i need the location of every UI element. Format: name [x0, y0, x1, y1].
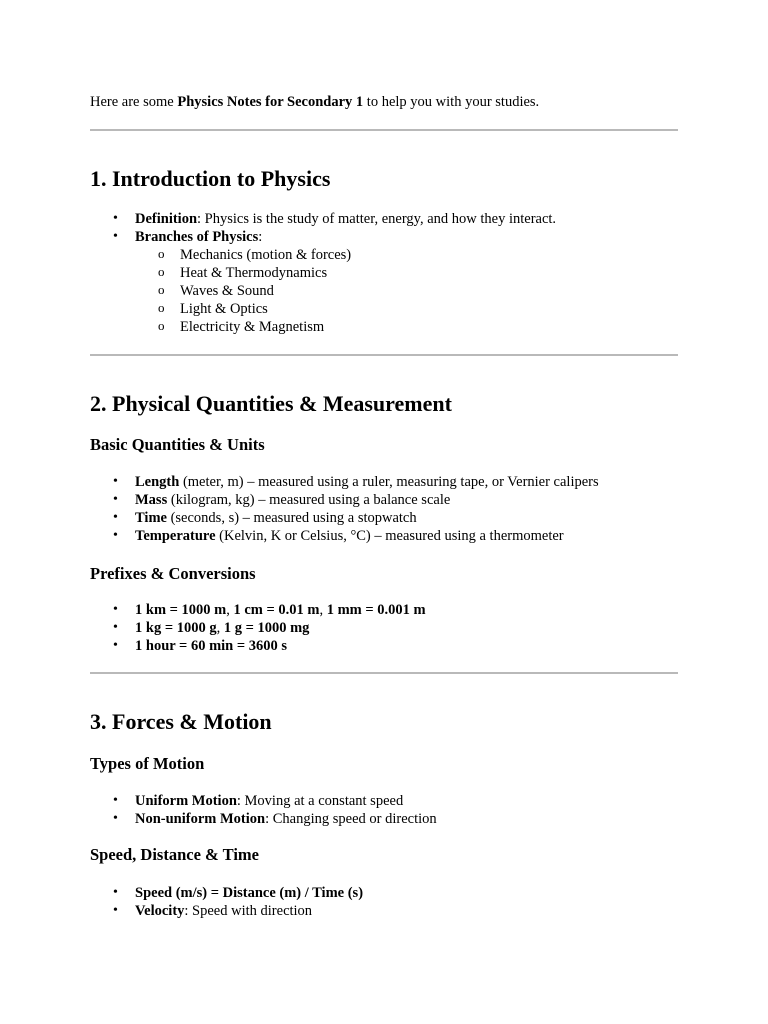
divider	[90, 354, 678, 356]
separator: ,	[226, 602, 234, 618]
subheading-basic-quantities: Basic Quantities & Units	[90, 435, 265, 454]
sub-list-item	[158, 246, 556, 264]
list-item	[113, 601, 426, 619]
conversion-text: 1 cm = 0.01 m	[233, 602, 320, 618]
types-of-motion-list	[113, 792, 437, 828]
item-label: Uniform Motion	[135, 793, 237, 809]
bullet-icon: •	[113, 211, 118, 226]
list-item	[113, 228, 556, 336]
item-label: Non-uniform Motion	[135, 811, 266, 827]
branch-text: Light & Optics	[180, 301, 268, 317]
subheading-speed-distance-time: Speed, Distance & Time	[90, 845, 259, 864]
branch-text: Mechanics (motion & forces)	[180, 247, 352, 263]
branch-text: Electricity & Magnetism	[180, 319, 325, 335]
branch-text: Waves & Sound	[180, 283, 274, 299]
speed-list	[113, 884, 364, 920]
list-item	[113, 509, 599, 527]
branches-list	[135, 246, 556, 336]
intro-paragraph	[90, 94, 539, 111]
separator: ,	[216, 620, 224, 636]
divider	[90, 672, 678, 674]
item-label: Time	[135, 510, 167, 526]
subheading-types-of-motion: Types of Motion	[90, 754, 205, 773]
item-label: Branches of Physics	[135, 229, 259, 245]
conversion-text: 1 mm = 0.001 m	[326, 602, 426, 618]
circle-bullet-icon: o	[158, 282, 165, 297]
speed-formula: Speed (m/s) = Distance (m) / Time (s)	[135, 885, 364, 901]
list-item	[113, 210, 557, 228]
circle-bullet-icon: o	[158, 300, 165, 315]
subheading-prefixes: Prefixes & Conversions	[90, 564, 256, 583]
list-item	[113, 792, 437, 810]
bullet-icon: •	[113, 811, 118, 826]
item-text: (Kelvin, K or Celsius, °C) – measured using a thermometer	[215, 528, 564, 544]
bullet-icon: •	[113, 474, 118, 489]
section-heading-forces: 3. Forces & Motion	[90, 709, 272, 734]
circle-bullet-icon: o	[158, 246, 165, 261]
bullet-icon: •	[113, 528, 118, 543]
bullet-icon: •	[113, 903, 118, 918]
item-text: : Moving at a constant speed	[236, 793, 404, 809]
item-text: (kilogram, kg) – measured using a balance scale	[167, 492, 451, 508]
conversion-text: 1 kg = 1000 g	[135, 620, 217, 636]
divider	[90, 129, 678, 131]
intro-suffix: to help you with your studies.	[363, 94, 540, 110]
list-item	[113, 902, 363, 920]
section-heading-introduction: 1. Introduction to Physics	[90, 166, 331, 191]
item-text: : Physics is the study of matter, energy, and how they interact.	[197, 211, 557, 227]
item-label: Definition	[135, 211, 198, 227]
separator: ,	[319, 602, 327, 618]
intro-prefix: Here are some	[90, 94, 178, 110]
bullet-icon: •	[113, 620, 118, 635]
item-label: Temperature	[135, 528, 216, 544]
list-item	[113, 491, 599, 509]
sub-list-item	[158, 282, 556, 300]
item-text: : Changing speed or direction	[265, 811, 437, 827]
conversion-text: 1 km = 1000 m	[135, 602, 227, 618]
list-item	[113, 810, 437, 828]
introduction-list	[113, 210, 557, 336]
list-item	[113, 884, 364, 902]
branch-text: Heat & Thermodynamics	[180, 265, 328, 281]
circle-bullet-icon: o	[158, 318, 165, 333]
conversions-list	[113, 601, 426, 655]
item-text: : Speed with direction	[184, 903, 313, 919]
list-item	[113, 637, 426, 655]
section-heading-quantities: 2. Physical Quantities & Measurement	[90, 391, 452, 416]
item-label: Length	[135, 474, 180, 490]
item-text: (meter, m) – measured using a ruler, measuring tape, or Vernier calipers	[179, 474, 599, 490]
sub-list-item	[158, 264, 556, 282]
bullet-icon: •	[113, 638, 118, 653]
bullet-icon: •	[113, 602, 118, 617]
intro-bold: Physics Notes for Secondary 1	[177, 94, 364, 110]
item-text: (seconds, s) – measured using a stopwatch	[166, 510, 417, 526]
list-item	[113, 473, 599, 491]
bullet-icon: •	[113, 510, 118, 525]
bullet-icon: •	[113, 229, 118, 244]
circle-bullet-icon: o	[158, 264, 165, 279]
sub-list-item	[158, 318, 556, 336]
item-label: Mass	[135, 492, 168, 508]
list-item	[113, 527, 599, 545]
sub-list-item	[158, 300, 556, 318]
bullet-icon: •	[113, 885, 118, 900]
conversion-text: 1 g = 1000 mg	[223, 620, 310, 636]
conversion-text: 1 hour = 60 min = 3600 s	[135, 638, 288, 654]
list-item	[113, 619, 426, 637]
basic-quantities-list	[113, 473, 599, 545]
item-text: :	[258, 229, 263, 245]
bullet-icon: •	[113, 793, 118, 808]
bullet-icon: •	[113, 492, 118, 507]
item-label: Velocity	[135, 903, 185, 919]
